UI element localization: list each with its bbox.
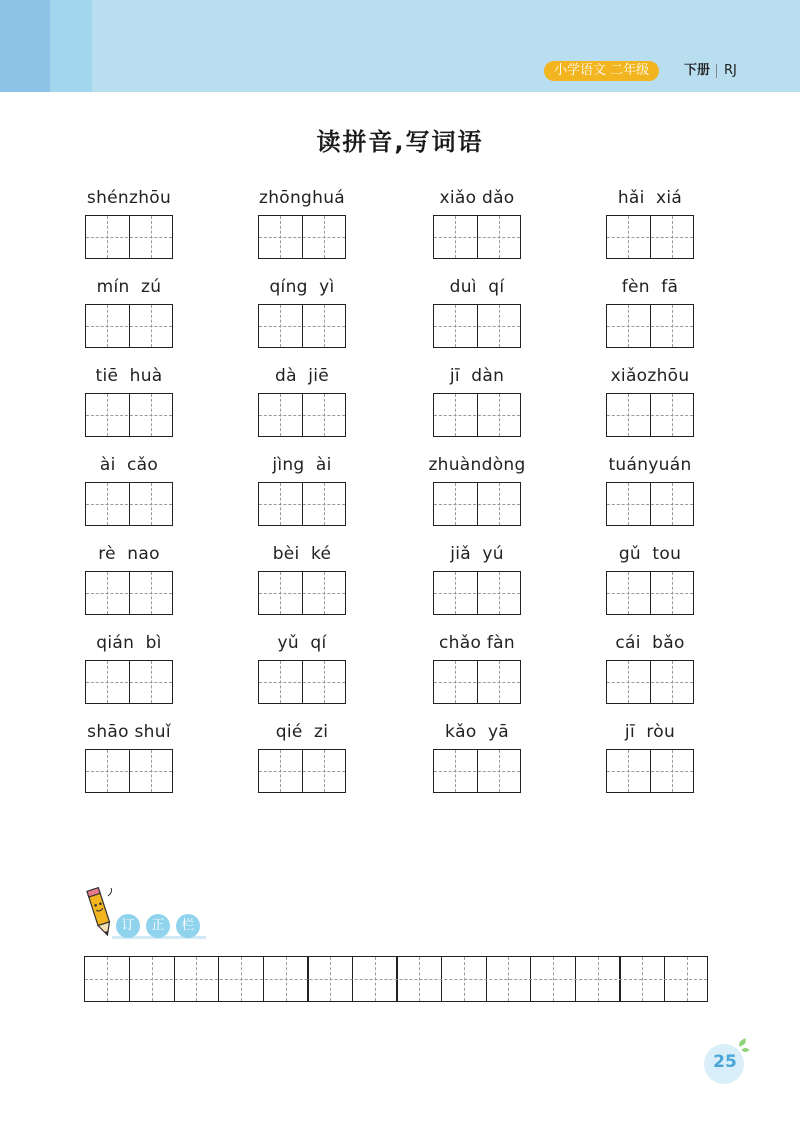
correction-writing-row[interactable] xyxy=(84,956,708,1002)
pinyin-prompt: shénzhōu xyxy=(86,188,172,208)
pinyin-prompt: qián bì xyxy=(96,633,162,653)
pinyin-prompt: rè nao xyxy=(98,544,160,564)
pinyin-prompt: jī dàn xyxy=(449,366,505,386)
pinyin-prompt: kǎo yā xyxy=(444,722,510,742)
page-number: 25 xyxy=(713,1052,737,1072)
writing-box-pair[interactable] xyxy=(433,571,521,615)
pinyin-prompt: ài cǎo xyxy=(99,455,159,475)
guide-line xyxy=(607,237,693,238)
leaf-icon xyxy=(737,1038,747,1047)
writing-box-pair[interactable] xyxy=(258,571,346,615)
guide-line xyxy=(607,326,693,327)
writing-box-pair[interactable] xyxy=(258,482,346,526)
writing-box-pair[interactable] xyxy=(606,304,694,348)
guide-line xyxy=(434,771,520,772)
header-stripe-light xyxy=(50,0,92,92)
header-band xyxy=(0,0,800,92)
pinyin-prompt: qié zi xyxy=(275,722,329,742)
guide-line xyxy=(607,771,693,772)
writing-box-pair[interactable] xyxy=(606,749,694,793)
guide-line xyxy=(434,593,520,594)
correction-char-1: 订 xyxy=(116,914,140,938)
writing-box-pair[interactable] xyxy=(606,215,694,259)
pinyin-prompt: zhuàndòng xyxy=(428,455,526,475)
guide-line xyxy=(86,504,172,505)
pinyin-prompt: chǎo fàn xyxy=(439,633,515,653)
correction-heading xyxy=(82,886,222,946)
page-number-badge xyxy=(704,1040,750,1086)
pinyin-prompt: qíng yì xyxy=(269,277,335,297)
pinyin-prompt: shāo shuǐ xyxy=(87,722,171,742)
writing-box-pair[interactable] xyxy=(433,215,521,259)
guide-line xyxy=(259,326,345,327)
pinyin-prompt: xiǎo dǎo xyxy=(439,188,515,208)
pinyin-prompt: zhōnghuá xyxy=(258,188,346,208)
pinyin-prompt: gǔ tou xyxy=(618,544,682,564)
edition-label: RJ xyxy=(724,63,737,78)
pinyin-prompt: duì qí xyxy=(449,277,505,297)
correction-char-3: 栏 xyxy=(176,914,200,938)
guide-line xyxy=(259,415,345,416)
writing-box-pair[interactable] xyxy=(258,215,346,259)
guide-line xyxy=(259,682,345,683)
guide-line xyxy=(607,504,693,505)
guide-line xyxy=(86,593,172,594)
pinyin-prompt: dà jiē xyxy=(274,366,330,386)
pinyin-prompt: hǎi xiá xyxy=(617,188,683,208)
writing-box-pair[interactable] xyxy=(606,393,694,437)
pinyin-prompt: tuányuán xyxy=(608,455,692,475)
writing-box-pair[interactable] xyxy=(433,749,521,793)
writing-box-pair[interactable] xyxy=(85,749,173,793)
writing-box-pair[interactable] xyxy=(85,215,173,259)
pinyin-prompt: cái bǎo xyxy=(615,633,685,653)
writing-box-pair[interactable] xyxy=(258,660,346,704)
writing-box-pair[interactable] xyxy=(433,660,521,704)
guide-line xyxy=(434,326,520,327)
pinyin-prompt: yǔ qí xyxy=(277,633,327,653)
writing-box-pair[interactable] xyxy=(606,482,694,526)
pencil-mascot-icon xyxy=(86,886,116,938)
writing-box-pair[interactable] xyxy=(85,571,173,615)
pinyin-prompt: xiǎozhōu xyxy=(610,366,690,386)
writing-box-pair[interactable] xyxy=(606,571,694,615)
guide-line xyxy=(607,415,693,416)
pinyin-prompt: jī ròu xyxy=(624,722,676,742)
writing-box-pair[interactable] xyxy=(258,304,346,348)
writing-box-pair[interactable] xyxy=(433,393,521,437)
guide-line xyxy=(434,504,520,505)
guide-line xyxy=(607,593,693,594)
writing-box-pair[interactable] xyxy=(85,482,173,526)
writing-box-pair[interactable] xyxy=(85,393,173,437)
guide-line xyxy=(86,682,172,683)
header-divider xyxy=(716,64,717,78)
pinyin-prompt: mín zú xyxy=(96,277,162,297)
writing-box-pair[interactable] xyxy=(433,482,521,526)
guide-line xyxy=(259,771,345,772)
guide-line xyxy=(434,682,520,683)
guide-line xyxy=(259,593,345,594)
correction-char-2: 正 xyxy=(146,914,170,938)
pinyin-prompt: tiē huà xyxy=(95,366,163,386)
guide-line xyxy=(86,771,172,772)
guide-line xyxy=(434,415,520,416)
header-stripe-dark xyxy=(0,0,50,92)
pinyin-prompt: fèn fā xyxy=(621,277,679,297)
writing-box-pair[interactable] xyxy=(258,749,346,793)
guide-line xyxy=(86,237,172,238)
writing-box-pair[interactable] xyxy=(606,660,694,704)
guide-line xyxy=(434,237,520,238)
writing-box-pair[interactable] xyxy=(258,393,346,437)
guide-line xyxy=(85,979,707,980)
page-title: 读拼音,写词语 xyxy=(316,128,484,156)
pinyin-prompt: bèi ké xyxy=(272,544,332,564)
guide-line xyxy=(86,326,172,327)
writing-box-pair[interactable] xyxy=(85,660,173,704)
guide-line xyxy=(259,237,345,238)
subject-badge: 小学语文 二年级 xyxy=(544,61,659,81)
pinyin-prompt: jìng ài xyxy=(272,455,332,475)
volume-label: 下册 xyxy=(684,63,711,78)
guide-line xyxy=(86,415,172,416)
writing-box-pair[interactable] xyxy=(85,304,173,348)
writing-box-pair[interactable] xyxy=(433,304,521,348)
guide-line xyxy=(607,682,693,683)
pinyin-prompt: jiǎ yú xyxy=(450,544,504,564)
guide-line xyxy=(259,504,345,505)
